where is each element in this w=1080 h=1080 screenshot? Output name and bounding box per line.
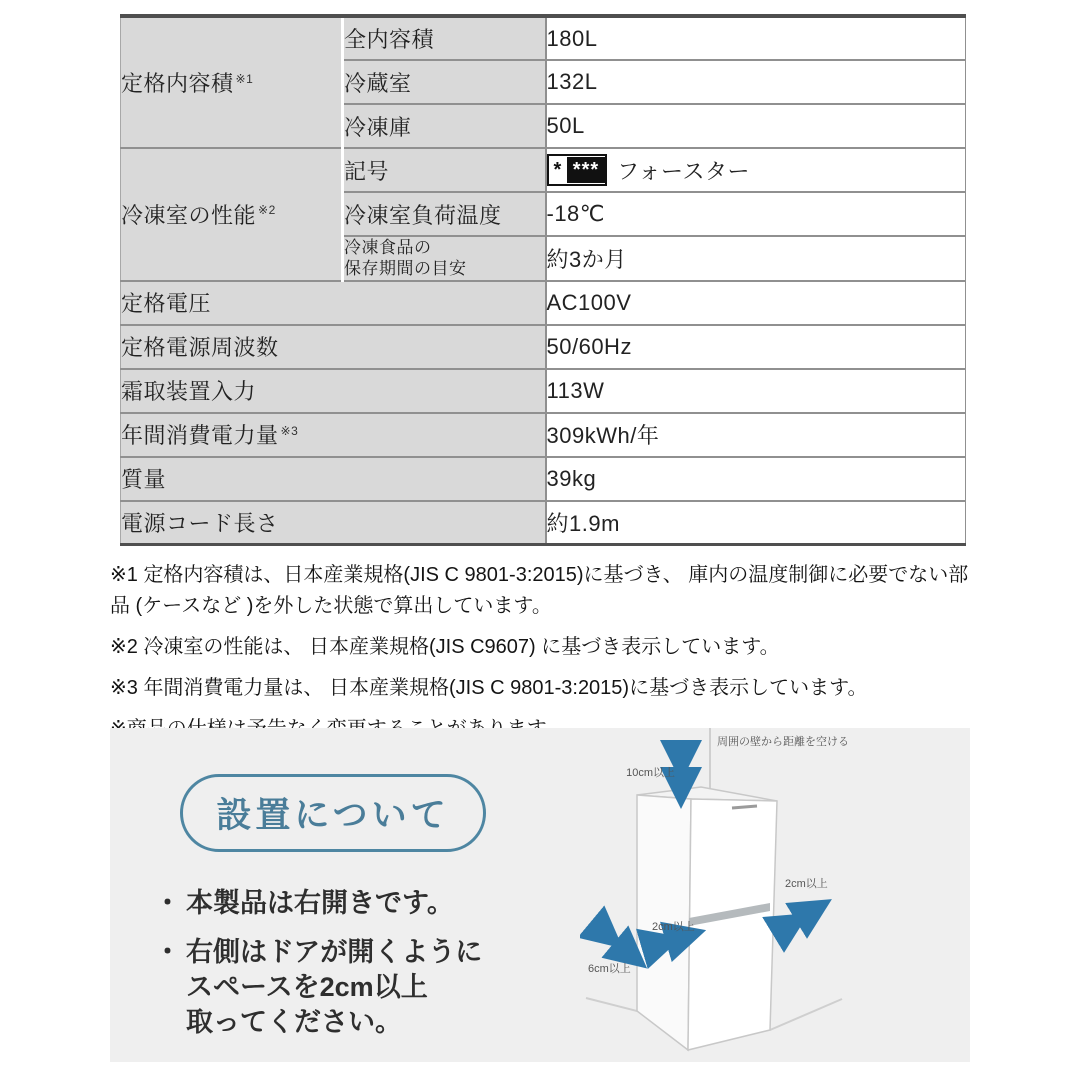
table-row (121, 16, 966, 60)
footnote: ※3 年間消費電力量は、 日本産業規格(JIS C 9801-3:2015)に基づき表示しています。 (110, 677, 868, 699)
spec-group-label (121, 16, 343, 148)
table-row (121, 413, 966, 457)
door-handle (732, 806, 757, 808)
installation-heading-pill (180, 774, 486, 852)
clearance-arrow-right (791, 910, 814, 924)
sub-label-line1: 冷凍食品の (344, 238, 432, 257)
clearance-arrow-left (607, 935, 631, 955)
spec-label (121, 325, 546, 369)
clearance-label-right: 2cm以上 (785, 878, 828, 890)
spec-label (121, 457, 546, 501)
footnote: ※2 冷凍室の性能は、 日本産業規格(JIS C9607) に基づき表示しています。 (110, 636, 780, 658)
spec-value: AC100V (546, 281, 966, 325)
table-row (121, 457, 966, 501)
bullet-item (154, 935, 482, 1040)
installation-panel (110, 728, 970, 1062)
star-outer: * (549, 157, 567, 183)
spec-label (121, 413, 546, 457)
group-label-text: 定格内容積 (121, 71, 234, 96)
table-row (121, 501, 966, 545)
clearance-label-top: 10cm以上 (626, 767, 675, 779)
spec-value: 50L (546, 104, 966, 148)
bullet-text: 本製品は右開きです。 (186, 888, 454, 918)
fridge-illustration (637, 787, 777, 1050)
spec-sub-label: 冷凍庫 (343, 104, 546, 148)
label-text: 年間消費電力量 (121, 423, 279, 448)
spec-value: -18℃ (546, 192, 966, 236)
spec-label (121, 281, 546, 325)
spec-value (546, 148, 966, 192)
spec-sub-label (343, 236, 546, 281)
label-text: 質量 (121, 467, 167, 492)
footnotes-block (110, 560, 982, 755)
sub-label-line2: 保存期間の目安 (344, 259, 467, 279)
installation-diagram (580, 728, 970, 1062)
footnote-ref: ※1 (235, 71, 254, 86)
spec-sub-label: 記号 (343, 148, 546, 192)
spec-value: 309kWh/年 (546, 413, 966, 457)
spec-value: 39kg (546, 457, 966, 501)
label-text: 定格電源周波数 (121, 335, 279, 360)
bullet-text (186, 935, 482, 1040)
spec-value: 約1.9m (546, 501, 966, 545)
star-inner: *** (567, 157, 605, 183)
table-row (121, 281, 966, 325)
label-text: 霜取装置入力 (121, 379, 257, 404)
floor-line (586, 998, 637, 1011)
bullet-line: 取ってください。 (186, 1007, 402, 1038)
clearance-label-front: 2cm以上 (652, 921, 695, 933)
footnote-ref: ※3 (280, 423, 299, 438)
spec-value: 113W (546, 369, 966, 413)
bullet-marker: ・ (154, 937, 181, 968)
bullet-item (154, 886, 482, 921)
spec-sub-label: 冷蔵室 (343, 60, 546, 104)
spec-label (121, 501, 546, 545)
label-text: 電源コード長さ (121, 510, 279, 536)
bullet-list (154, 886, 482, 1054)
spec-sub-label: 冷凍室負荷温度 (343, 192, 546, 236)
table-row (121, 325, 966, 369)
bullet-line: 右側はドアが開くように (186, 937, 483, 968)
installation-heading: 設置について (216, 796, 450, 835)
label-text: 定格電圧 (121, 291, 212, 316)
spec-group-label (121, 148, 343, 281)
floor-line (770, 999, 842, 1030)
table-row (121, 369, 966, 413)
spec-label (121, 369, 546, 413)
four-star-symbol (547, 154, 608, 186)
spec-value: 180L (546, 16, 966, 60)
star-rating-label: フォースター (617, 158, 750, 184)
spec-value: 約3か月 (546, 236, 966, 281)
spec-value: 132L (546, 60, 966, 104)
group-label-text: 冷凍室の性能 (121, 202, 257, 228)
clearance-label-left: 6cm以上 (588, 963, 631, 975)
table-row (121, 148, 966, 192)
bullet-marker: ・ (154, 888, 181, 918)
spec-sub-label: 全内容積 (343, 16, 546, 60)
bullet-line: スペースを2cm以上 (186, 972, 428, 1003)
footnote: ※1 定格内容積は、日本産業規格(JIS C 9801-3:2015)に基づき、 庫内の温度制御に必要でない部品 (ケースなど )を外した状態で算出しています。 (110, 564, 969, 617)
diagram-top-note: 周囲の壁から距離を空ける (717, 736, 849, 748)
spec-table (120, 14, 966, 546)
spec-value: 50/60Hz (546, 325, 966, 369)
footnote-ref: ※2 (258, 203, 276, 218)
